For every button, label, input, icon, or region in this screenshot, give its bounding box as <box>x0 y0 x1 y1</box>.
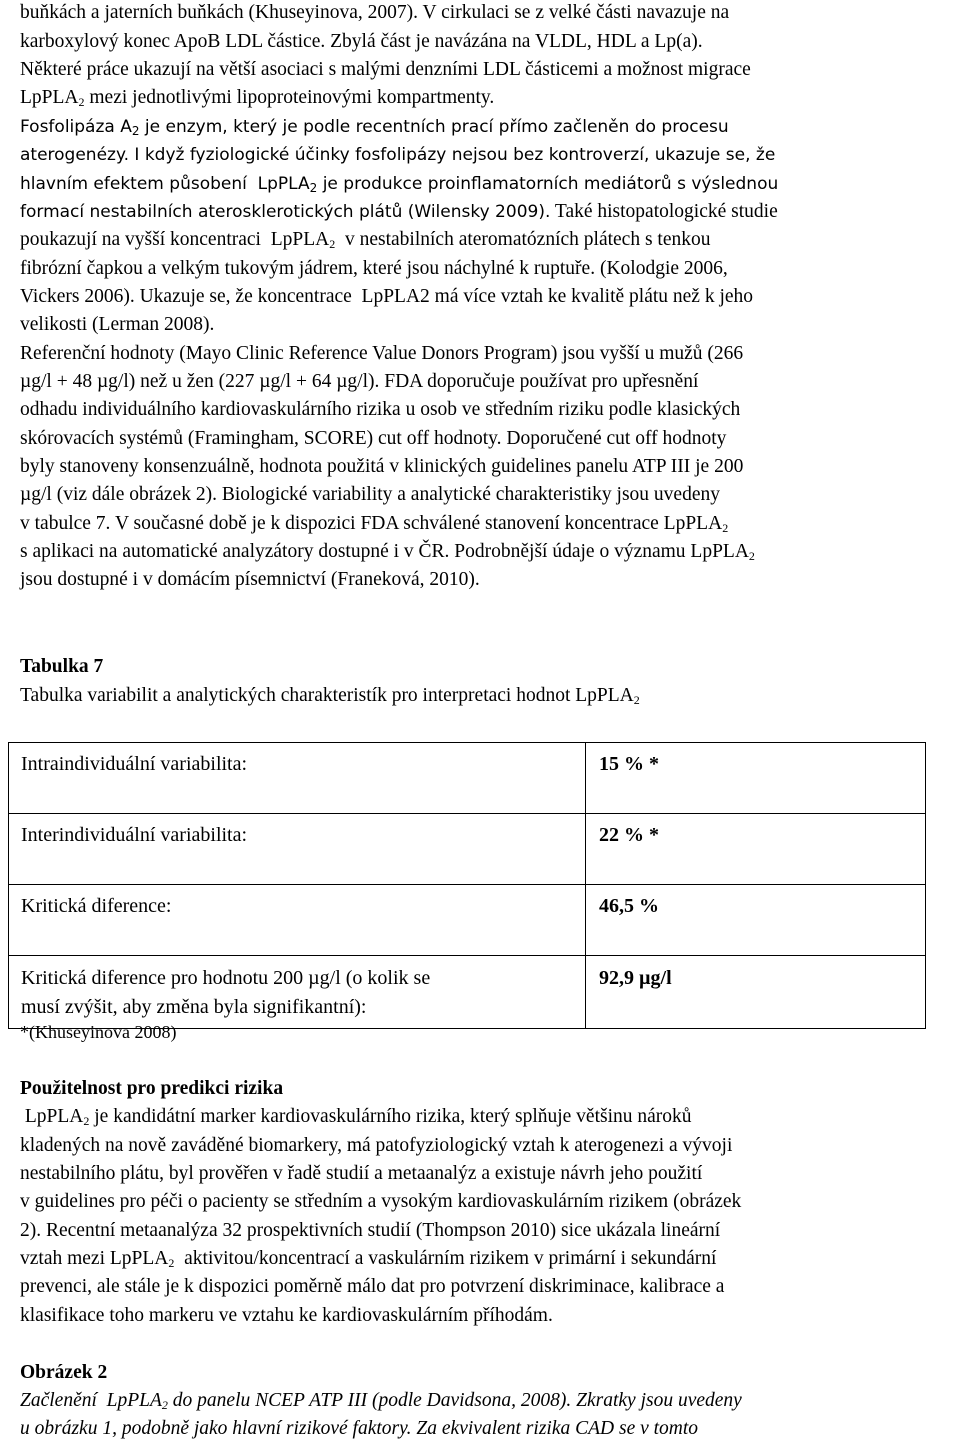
body-line: v guidelines pro péči o pacienty se středním a vysokým kardiovaskulárním rizikem (obrázek <box>20 1191 742 1212</box>
table-cell-label: Intraindividuální variabilita: <box>9 743 586 814</box>
body-line: µg/l (viz dále obrázek 2). Biologické variability a analytické charakteristiky jsou uvedeny <box>20 484 720 505</box>
table-cell-value: 46,5 % <box>586 885 926 956</box>
body-line: Vickers 2006). Ukazuje se, že koncentrace LpPLA2 má více vztah ke kvalitě plátu než k jeho <box>20 286 754 307</box>
table-cell-label: Kritická diference: <box>9 885 586 956</box>
body-line: poukazují na vyšší koncentraci LpPLA$_2$ v nestabilních ateromatózních plátech s tenkou <box>20 229 711 251</box>
table-cell-value: 92,9 µg/l <box>586 956 926 1029</box>
figure-heading: Obrázek 2 <box>20 1362 108 1383</box>
body-line: LpPLA$_2$ mezi jednotlivými lipoproteinovými kompartmenty. <box>20 87 495 109</box>
body-line: karboxylový konec ApoB LDL částice. Zbylá část je navázána na VLDL, HDL a Lp(a). <box>20 31 703 52</box>
body-line: 2). Recentní metaanalýza 32 prospektivních studií (Thompson 2010) sice ukázala lineární <box>20 1220 721 1241</box>
table-row <box>9 956 926 1029</box>
body-line: Referenční hodnoty (Mayo Clinic Reference Value Donors Program) jsou vyšší u mužů (266 <box>20 343 744 364</box>
body-line: fibrózní čapkou a velkým tukovým jádrem, které jsou náchylné k ruptuře. (Kolodgie 2006, <box>20 258 728 279</box>
body-line: hlavním efektem působení LpPLA$_2$ je produkce proinflamatorních mediátorů s výslednou <box>20 174 779 195</box>
body-line: s aplikaci na automatické analyzátory dostupné i v ČR. Podrobnější údaje o významu LpPLA$_2$ <box>20 541 755 563</box>
figure-caption: u obrázku 1, podobně jako hlavní rizikové faktory. Za ekvivalent rizika CAD se v tomto <box>20 1418 699 1439</box>
body-line: Některé práce ukazují na větší asociaci s malými denzními LDL částicemi a možnost migrace <box>20 59 751 80</box>
table-cell-label: Interindividuální variabilita: <box>9 814 586 885</box>
body-line: vztah mezi LpPLA$_2$ aktivitou/koncentrací a vaskulárním rizikem v primární i sekundární <box>20 1248 717 1270</box>
body-line: buňkách a jaterních buňkách (Khuseyinova, 2007). V cirkulaci se z velké části navazuje na <box>20 2 730 23</box>
body-line: skórovacích systémů (Framingham, SCORE) cut off hodnoty. Doporučené cut off hodnoty <box>20 428 727 449</box>
table-cell-value: 22 % * <box>586 814 926 885</box>
table-cell-label: Kritická diference pro hodnotu 200 µg/l (o kolik se musí zvýšit, aby změna byla signifikantní): <box>9 956 586 1029</box>
variability-table <box>8 742 926 1029</box>
body-line: kladených na nově zaváděné biomarkery, má patofyziologický vztah k aterogenezi a vývoji <box>20 1135 733 1156</box>
body-line: µg/l + 48 µg/l) než u žen (227 µg/l + 64 µg/l). FDA doporučuje používat pro upřesnění <box>20 371 699 392</box>
table-cell-value: 15 % * <box>586 743 926 814</box>
body-line: velikosti (Lerman 2008). <box>20 314 215 335</box>
body-line: v tabulce 7. V současné době je k dispozici FDA schválené stanovení koncentrace LpPLA$_2$ <box>20 513 729 535</box>
body-line: jsou dostupné i v domácím písemnictví (Franeková, 2010). <box>20 569 480 590</box>
body-line: byly stanoveny konsenzuálně, hodnota použitá v klinických guidelines panelu ATP III je 200 <box>20 456 744 477</box>
body-line: aterogenézy. I když fyziologické účinky fosfolipázy nejsou bez kontroverzí, ukazuje se, že <box>20 145 776 165</box>
section-heading: Použitelnost pro predikci rizika <box>20 1078 284 1099</box>
body-line: nestabilního plátu, byl prověřen v řadě studií a metaanalýz a existuje návrh jeho použití <box>20 1163 703 1184</box>
table-heading: Tabulka 7 <box>20 656 104 677</box>
table-row <box>9 885 926 956</box>
body-line: LpPLA$_2$ je kandidátní marker kardiovaskulárního rizika, který splňuje většinu nároků <box>20 1106 692 1128</box>
figure-caption: Začlenění LpPLA$_2$ do panelu NCEP ATP III (podle Davidsona, 2008). Zkratky jsou uvedeny <box>20 1390 742 1412</box>
body-line: prevenci, ale stále je k dispozici poměrně málo dat pro potvrzení diskriminace, kalibrace a <box>20 1276 725 1297</box>
body-line: formací nestabilních aterosklerotických plátů (Wilensky 2009). Také histopatologické studie <box>20 201 778 222</box>
body-line: odhadu individuálního kardiovaskulárního rizika u osob ve středním riziku podle klasických <box>20 399 741 420</box>
table-caption: Tabulka variabilit a analytických charakteristík pro interpretaci hodnot LpPLA$_2$ <box>20 685 640 707</box>
table-footnote: *(Khuseyinova 2008) <box>20 1022 177 1042</box>
body-line: klasifikace toho markeru ve vztahu ke kardiovaskulárním příhodám. <box>20 1305 553 1326</box>
table-row <box>9 743 926 814</box>
table-row <box>9 814 926 885</box>
body-line: Fosfolipáza $A_2$ je enzym, který je podle recentních prací přímo začleněn do procesu <box>20 117 729 138</box>
